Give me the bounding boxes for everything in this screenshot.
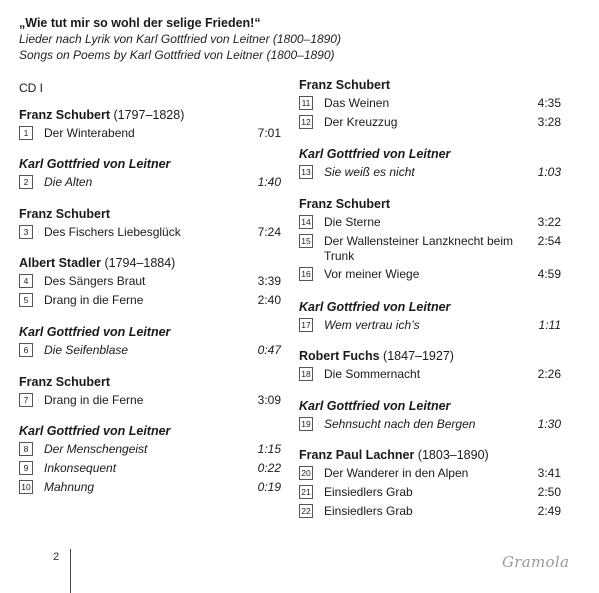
composer-years: (1797–1828) xyxy=(113,108,185,122)
track-number: 14 xyxy=(299,215,313,229)
track-number: 2 xyxy=(19,175,33,189)
track-duration: 2:40 xyxy=(257,293,281,307)
composer-heading xyxy=(299,447,561,463)
subtitle-german: Lieder nach Lyrik von Karl Gottfried von Leitner (1800–1890) xyxy=(19,32,341,46)
track-row xyxy=(19,461,281,477)
track-title: Die Seifenblase xyxy=(44,343,129,357)
track-number: 7 xyxy=(19,393,33,407)
track-number: 22 xyxy=(299,504,313,518)
composer-name: Franz Schubert xyxy=(19,108,110,122)
track-title: Einsiedlers Grab xyxy=(324,485,413,499)
track-row xyxy=(299,417,561,433)
track-row xyxy=(19,393,281,409)
track-row xyxy=(299,504,561,520)
composer-heading xyxy=(19,255,281,271)
track-title: Sie weiß es nicht xyxy=(324,165,415,179)
composer-name: Robert Fuchs xyxy=(299,349,380,363)
track-title: Der Menschengeist xyxy=(44,442,148,456)
track-row xyxy=(19,225,281,241)
track-row xyxy=(19,343,281,359)
track-title: Einsiedlers Grab xyxy=(324,504,413,518)
composer-heading xyxy=(299,146,561,162)
track-row xyxy=(19,126,281,142)
cd-label: CD I xyxy=(19,81,43,95)
composer-section xyxy=(299,348,561,383)
track-number: 3 xyxy=(19,225,33,239)
composer-name: Karl Gottfried von Leitner xyxy=(299,300,451,314)
track-duration: 4:35 xyxy=(537,96,561,110)
composer-section xyxy=(19,255,281,309)
track-number: 6 xyxy=(19,343,33,357)
track-number: 15 xyxy=(299,234,313,248)
booklet-title: „Wie tut mir so wohl der selige Frieden!“ xyxy=(19,16,261,30)
track-duration: 2:26 xyxy=(537,367,561,381)
track-duration: 3:28 xyxy=(537,115,561,129)
composer-name: Karl Gottfried von Leitner xyxy=(299,399,451,413)
composer-name: Franz Schubert xyxy=(19,207,110,221)
booklet-header xyxy=(19,15,579,63)
track-row xyxy=(299,367,561,383)
track-title: Mahnung xyxy=(44,480,95,494)
composer-heading xyxy=(299,398,561,414)
track-row xyxy=(299,234,561,264)
composer-heading xyxy=(299,348,561,364)
composer-section xyxy=(299,447,561,520)
track-duration: 0:19 xyxy=(257,480,281,494)
track-duration: 0:22 xyxy=(257,461,281,475)
composer-heading xyxy=(19,206,281,222)
track-duration: 3:22 xyxy=(537,215,561,229)
composer-heading xyxy=(299,196,561,212)
composer-name: Franz Paul Lachner xyxy=(299,448,415,462)
track-title: Sehnsucht nach den Bergen xyxy=(324,417,476,431)
composer-name: Franz Schubert xyxy=(299,197,390,211)
track-title: Des Fischers Liebesglück xyxy=(44,225,181,239)
track-number: 1 xyxy=(19,126,33,140)
track-duration: 1:03 xyxy=(537,165,561,179)
track-number: 20 xyxy=(299,466,313,480)
composer-heading xyxy=(19,423,281,439)
track-title: Vor meiner Wiege xyxy=(324,267,420,281)
track-row xyxy=(299,215,561,231)
track-number: 9 xyxy=(19,461,33,475)
composer-heading xyxy=(19,156,281,172)
track-title: Drang in die Ferne xyxy=(44,393,144,407)
track-number: 4 xyxy=(19,274,33,288)
track-duration: 2:50 xyxy=(537,485,561,499)
track-title: Der Kreuzzug xyxy=(324,115,398,129)
track-duration: 1:15 xyxy=(257,442,281,456)
composer-section xyxy=(19,324,281,359)
track-duration: 1:30 xyxy=(537,417,561,431)
track-duration: 3:39 xyxy=(257,274,281,288)
track-duration: 0:47 xyxy=(257,343,281,357)
composer-section xyxy=(299,196,561,283)
track-number: 8 xyxy=(19,442,33,456)
composer-section xyxy=(19,374,281,409)
track-title: Die Alten xyxy=(44,175,93,189)
track-title: Wem vertrau ich’s xyxy=(324,318,420,332)
gramola-logo: Gramola xyxy=(502,553,570,571)
composer-name: Karl Gottfried von Leitner xyxy=(19,424,171,438)
track-number: 5 xyxy=(19,293,33,307)
composer-name: Franz Schubert xyxy=(299,78,390,92)
track-number: 10 xyxy=(19,480,33,494)
track-title: Das Weinen xyxy=(324,96,390,110)
track-row xyxy=(299,466,561,482)
composer-heading xyxy=(299,299,561,315)
track-number: 16 xyxy=(299,267,313,281)
composer-years: (1847–1927) xyxy=(383,349,454,363)
composer-heading xyxy=(299,77,561,93)
track-duration: 1:40 xyxy=(257,175,281,189)
composer-name: Karl Gottfried von Leitner xyxy=(299,147,451,161)
track-number: 11 xyxy=(299,96,313,110)
track-title: Der Wanderer in den Alpen xyxy=(324,466,469,480)
track-number: 18 xyxy=(299,367,313,381)
track-duration: 2:49 xyxy=(537,504,561,518)
composer-name: Albert Stadler xyxy=(19,256,101,270)
track-title: Des Sängers Braut xyxy=(44,274,146,288)
composer-section xyxy=(19,423,281,496)
composer-heading xyxy=(19,107,281,123)
track-duration: 2:54 xyxy=(537,234,561,248)
composer-name: Karl Gottfried von Leitner xyxy=(19,325,171,339)
composer-years: (1803–1890) xyxy=(417,448,489,462)
track-duration: 1:11 xyxy=(538,318,561,332)
track-row xyxy=(299,115,561,131)
track-number: 13 xyxy=(299,165,313,179)
composer-section xyxy=(19,156,281,191)
track-row xyxy=(299,485,561,501)
track-duration: 3:09 xyxy=(257,393,281,407)
composer-years: (1794–1884) xyxy=(104,256,176,270)
track-row xyxy=(19,480,281,496)
track-number: 12 xyxy=(299,115,313,129)
track-row xyxy=(19,175,281,191)
page-number: 2 xyxy=(53,551,60,563)
track-number: 19 xyxy=(299,417,313,431)
track-row xyxy=(299,96,561,112)
track-title: Die Sommernacht xyxy=(324,367,421,381)
track-number: 17 xyxy=(299,318,313,332)
composer-section xyxy=(19,107,281,142)
track-number: 21 xyxy=(299,485,313,499)
composer-section xyxy=(19,206,281,241)
composer-name: Franz Schubert xyxy=(19,375,110,389)
track-row xyxy=(19,274,281,290)
track-row xyxy=(299,165,561,181)
track-row xyxy=(19,442,281,458)
composer-heading xyxy=(19,324,281,340)
track-title: Der Wallensteiner Lanzknecht beim Trunk xyxy=(324,234,513,263)
track-title: Der Winterabend xyxy=(44,126,135,140)
composer-section xyxy=(299,398,561,433)
track-title: Inkonsequent xyxy=(44,461,117,475)
track-duration: 3:41 xyxy=(537,466,561,480)
composer-section xyxy=(299,146,561,181)
footer-divider xyxy=(70,549,71,593)
composer-name: Karl Gottfried von Leitner xyxy=(19,157,171,171)
composer-section xyxy=(299,77,561,131)
composer-section xyxy=(299,299,561,334)
subtitle-english: Songs on Poems by Karl Gottfried von Leitner (1800–1890) xyxy=(19,48,335,62)
composer-heading xyxy=(19,374,281,390)
track-title: Die Sterne xyxy=(324,215,381,229)
track-duration: 7:24 xyxy=(257,225,281,239)
track-row xyxy=(299,318,561,334)
track-row xyxy=(19,293,281,309)
track-duration: 7:01 xyxy=(257,126,281,140)
track-title: Drang in die Ferne xyxy=(44,293,144,307)
track-row xyxy=(299,267,561,283)
track-duration: 4:59 xyxy=(537,267,561,281)
